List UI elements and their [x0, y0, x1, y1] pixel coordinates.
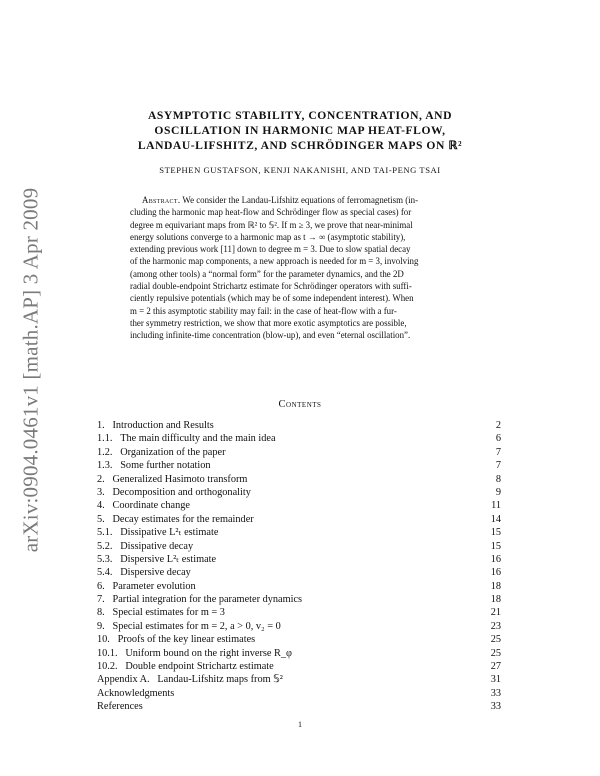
title-line: OSCILLATION IN HARMONIC MAP HEAT-FLOW,: [154, 124, 446, 137]
toc-entry-title: Generalized Hasimoto transform: [112, 473, 248, 485]
toc-entry-label: [97, 419, 214, 432]
toc-entry-number: 5.4.: [97, 567, 113, 579]
toc-entry-page: 33: [490, 701, 501, 713]
toc-entry-title: Decomposition and orthogonality: [112, 486, 251, 498]
toc-entry-label: [97, 673, 283, 686]
toc-entry-label: [97, 459, 211, 472]
abstract: [130, 194, 468, 342]
toc-entry-page: 18: [490, 580, 501, 592]
toc-entry-number: 4.: [97, 500, 105, 512]
abstract-line: cluding the harmonic map heat-flow and Schrödinger flow as special cases) for: [130, 207, 412, 218]
toc-entry-label: [97, 580, 196, 593]
toc-entry-page: 16: [490, 567, 501, 579]
toc-entry-page: 15: [490, 540, 501, 552]
toc-entry-number: 10.1.: [97, 647, 118, 659]
abstract-line: including infinite-time concentration (blow-up), and even “eternal oscillation”.: [130, 330, 411, 341]
toc-entry-page: 21: [490, 607, 501, 619]
toc-entry-label: [97, 620, 281, 633]
toc-entry-number: Appendix A.: [97, 674, 150, 686]
toc-entry[interactable]: [97, 540, 501, 553]
toc-entry-number: 1.: [97, 420, 105, 431]
toc-entry-label: [97, 593, 302, 606]
toc-entry[interactable]: [97, 700, 501, 713]
toc-entry[interactable]: [97, 499, 501, 512]
toc-entry-title: Decay estimates for the remainder: [112, 513, 254, 525]
abstract-line: radial double-endpoint Strichartz estimate for Schrödinger operators with suffi-: [130, 281, 412, 292]
toc-entry-title: Double endpoint Strichartz estimate: [125, 661, 274, 673]
toc-entry-label: [97, 513, 254, 526]
toc-entry[interactable]: [97, 566, 501, 579]
toc-entry-label: [97, 473, 247, 486]
abstract-line: of the harmonic map components, a new approach is needed for m = 3, involving: [130, 256, 419, 267]
toc-entry[interactable]: [97, 620, 501, 633]
toc-entry-number: 10.: [97, 634, 110, 646]
table-of-contents: [97, 419, 501, 714]
toc-entry-page: 33: [490, 687, 501, 699]
toc-entry-label: [97, 606, 225, 619]
toc-entry-label: [97, 700, 143, 713]
toc-entry[interactable]: [97, 593, 501, 606]
toc-entry-label: [97, 486, 251, 499]
toc-entry-number: 5.1.: [97, 527, 113, 539]
toc-entry-label: [97, 687, 174, 700]
toc-entry-number: 8.: [97, 607, 105, 619]
toc-entry-label: [97, 566, 191, 579]
toc-entry-title: The main difficulty and the main idea: [120, 433, 276, 445]
toc-entry[interactable]: [97, 432, 501, 445]
toc-entry[interactable]: [97, 513, 501, 526]
toc-entry-page: 7: [495, 446, 501, 458]
toc-entry-label: [97, 660, 274, 673]
title-line: ASYMPTOTIC STABILITY, CONCENTRATION, AND: [147, 109, 453, 122]
toc-entry-page: 25: [490, 647, 501, 659]
toc-entry-title: Acknowledgments: [97, 687, 175, 699]
toc-entry-number: 2.: [97, 473, 105, 485]
toc-entry[interactable]: [97, 526, 501, 539]
toc-entry-title: Proofs of the key linear estimates: [117, 634, 256, 646]
toc-entry-number: 9.: [97, 620, 105, 632]
toc-entry-page: 6: [495, 433, 501, 445]
contents-heading: Contents: [278, 399, 322, 410]
toc-entry-page: 2: [495, 420, 501, 431]
toc-entry-number: 1.2.: [97, 446, 113, 458]
toc-entry-page: 14: [490, 513, 501, 525]
toc-entry-title: Dispersive decay: [120, 567, 191, 579]
toc-entry[interactable]: [97, 419, 501, 432]
toc-entry-title: References: [97, 701, 143, 713]
toc-entry[interactable]: [97, 580, 501, 593]
toc-entry-label: [97, 499, 190, 512]
toc-entry[interactable]: [97, 473, 501, 486]
toc-entry-label: [97, 647, 292, 660]
toc-entry-title: Special estimates for m = 3: [112, 607, 225, 619]
toc-entry-number: 5.2.: [97, 540, 113, 552]
toc-entry-label: [97, 432, 276, 445]
toc-entry[interactable]: [97, 647, 501, 660]
toc-entry-number: 1.1.: [97, 433, 113, 445]
toc-entry-number: 6.: [97, 580, 105, 592]
toc-entry-label: [97, 526, 218, 539]
toc-entry-label: [97, 553, 216, 566]
abstract-label: Abstract.: [142, 195, 181, 205]
toc-entry-page: 11: [491, 500, 501, 512]
toc-entry[interactable]: [97, 660, 501, 673]
toc-entry[interactable]: [97, 606, 501, 619]
toc-entry-page: 16: [490, 553, 501, 565]
toc-entry-page: 31: [490, 674, 501, 686]
arxiv-identifier: arXiv:0904.0461v1 [math.AP] 3 Apr 2009: [18, 187, 43, 553]
abstract-line: extending previous work [11] down to degree m = 3. Due to slow spatial decay: [130, 244, 411, 255]
abstract-line: degree m equivariant maps from ℝ² to 𝕊². If m ≥ 3, we prove that near-minimal: [130, 219, 413, 230]
arxiv-sidebar-stamp: [6, 180, 56, 560]
toc-entry-title: Introduction and Results: [112, 420, 214, 431]
toc-entry-title: Some further notation: [120, 460, 211, 472]
toc-entry[interactable]: [97, 673, 501, 686]
toc-entry-number: 7.: [97, 594, 105, 606]
toc-entry-title: Coordinate change: [112, 500, 190, 512]
toc-entry-title: Special estimates for m = 2, a > 0, v₂ = 0: [112, 620, 281, 632]
toc-entry-title: Landau-Lifshitz maps from 𝕊²: [157, 674, 283, 686]
toc-entry-page: 18: [490, 594, 501, 606]
toc-entry-title: Dissipative decay: [120, 540, 194, 552]
toc-entry-page: 8: [495, 473, 501, 485]
abstract-line: We consider the Landau-Lifshitz equations of ferromagnetism (in-: [182, 195, 419, 205]
toc-entry-label: [97, 633, 255, 646]
toc-entry-page: 25: [490, 634, 501, 646]
toc-entry-number: 10.2.: [97, 661, 118, 673]
abstract-line: ciently repulsive potentials (which may be of some independent interest). When: [130, 293, 414, 304]
toc-entry-label: [97, 540, 193, 553]
abstract-line: energy solutions converge to a harmonic map as t → ∞ (asymptotic stability),: [130, 231, 406, 242]
toc-entry-number: 5.3.: [97, 553, 113, 565]
toc-entry-number: 3.: [97, 486, 105, 498]
toc-entry-number: 5.: [97, 513, 105, 525]
toc-entry[interactable]: [97, 687, 501, 700]
page-number: 1: [298, 720, 302, 729]
toc-entry[interactable]: [97, 553, 501, 566]
toc-entry-page: 15: [490, 527, 501, 539]
toc-entry[interactable]: [97, 459, 501, 472]
toc-entry-title: Dispersive L²ₜ estimate: [120, 553, 217, 565]
toc-entry[interactable]: [97, 446, 501, 459]
author-list: STEPHEN GUSTAFSON, KENJI NAKANISHI, AND TAI-PENG TSAI: [159, 165, 441, 175]
toc-entry-title: Partial integration for the parameter dynamics: [112, 594, 303, 606]
toc-entry-title: Parameter evolution: [112, 580, 196, 592]
toc-entry-title: Uniform bound on the right inverse R_φ: [125, 647, 292, 659]
toc-entry-page: 27: [490, 661, 501, 673]
toc-entry-page: 9: [495, 486, 501, 498]
abstract-line: m = 2 this asymptotic stability may fail: in the case of heat-flow with a fur-: [130, 305, 397, 316]
abstract-line: ther symmetry restriction, we show that more exotic asymptotics are possible,: [130, 317, 407, 328]
abstract-line: (among other tools) a “normal form” for the parameter dynamics, and the 2D: [130, 268, 404, 279]
toc-entry[interactable]: [97, 633, 501, 646]
toc-entry-page: 7: [495, 460, 501, 472]
toc-entry-page: 23: [490, 620, 501, 632]
toc-entry[interactable]: [97, 486, 501, 499]
paper-title: [95, 108, 505, 153]
abstract-first-line: [130, 194, 468, 206]
toc-entry-number: 1.3.: [97, 460, 113, 472]
title-line: LANDAU-LIFSHITZ, AND SCHRÖDINGER MAPS ON ℝ²: [137, 139, 463, 152]
toc-entry-label: [97, 446, 226, 459]
toc-entry-title: Organization of the paper: [120, 446, 226, 458]
toc-entry-title: Dissipative L²ₜ estimate: [120, 527, 219, 539]
